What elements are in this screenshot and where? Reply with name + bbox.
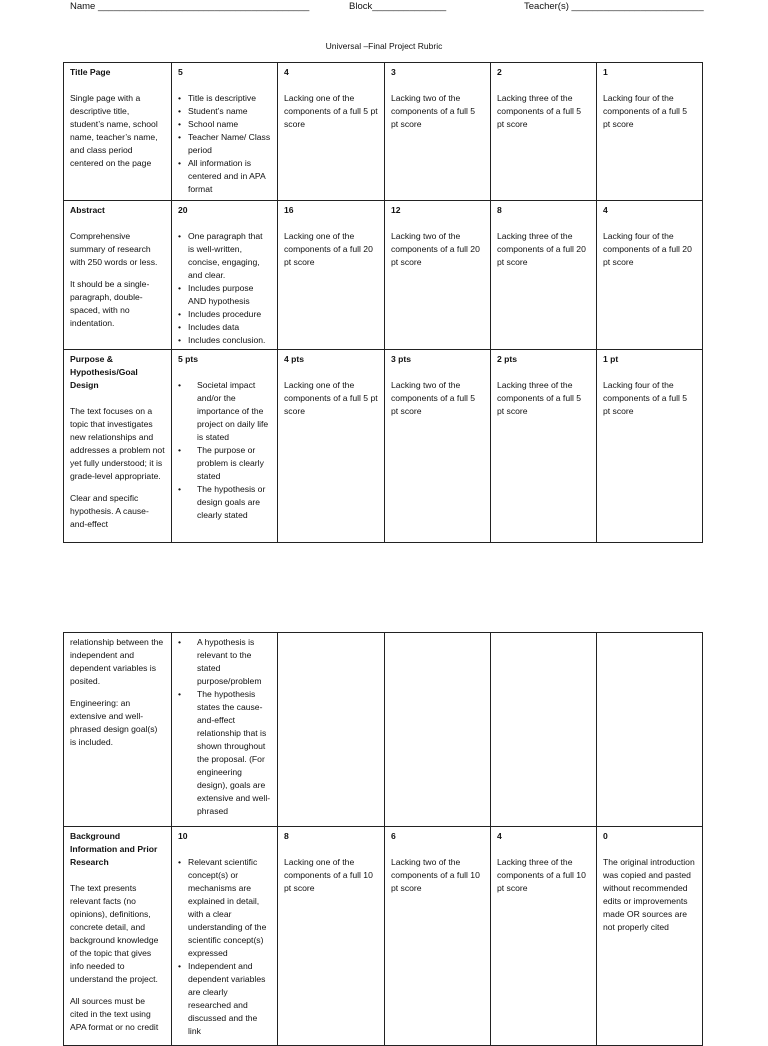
criterion-cell: [64, 827, 172, 1046]
score-value: 3 pts: [391, 354, 412, 364]
score-cell: [597, 201, 703, 350]
score-cell-empty: [597, 633, 703, 827]
criterion-cell: [64, 633, 172, 827]
rubric-row-purpose: [64, 350, 703, 543]
criterion-cell: [64, 63, 172, 201]
score-value: 2 pts: [497, 354, 518, 364]
score-cell: [278, 827, 385, 1046]
criterion-cell: [64, 201, 172, 350]
score-cell-top: [172, 63, 278, 201]
score-cell-empty: [278, 633, 385, 827]
criterion-description: The text presents relevant facts (no opinions), definitions, concrete detail, and background knowledge of the topic that gives info needed to understand the project.: [70, 883, 159, 984]
score-description: Lacking three of the components of a full 5 pt score: [497, 380, 582, 416]
score-description: Lacking two of the components of a full 5 pt score: [391, 93, 476, 129]
score-cell-top: [172, 633, 278, 827]
score-cell: [597, 827, 703, 1046]
score-description: Lacking two of the components of a full 10 pt score: [391, 857, 480, 893]
score-value: 4: [603, 205, 608, 215]
score-criteria-list: [178, 856, 271, 1038]
rubric-table: [63, 62, 703, 543]
score-cell: [491, 827, 597, 1046]
score-value: 12: [391, 205, 401, 215]
criteria-item: • The hypothesis states the cause-and-effect relationship that is shown throughout the proposal. (For engineering design), goals are extensive and well-phrased: [178, 688, 271, 818]
criterion-description: Engineering: an extensive and well-phrased design goal(s) is included.: [70, 698, 158, 747]
score-cell: [278, 350, 385, 543]
criteria-item: • Includes procedure: [178, 308, 271, 321]
score-value: 3: [391, 67, 396, 77]
criterion-description: All sources must be cited in the text using APA format or no credit: [70, 996, 159, 1032]
criteria-item: • Independent and dependent variables are clearly researched and discussed and the link: [178, 960, 271, 1038]
score-cell-top: [172, 201, 278, 350]
score-value: 4 pts: [284, 354, 305, 364]
criteria-item: • School name: [178, 118, 271, 131]
criterion-description: The text focuses on a topic that investigates new relationships and addresses a problem not yet fully understood; it is grade-level appropriate.: [70, 406, 165, 481]
score-value: 10: [178, 831, 188, 841]
criterion-title: Background Information and Prior Research: [70, 831, 158, 867]
criteria-item: • The purpose or problem is clearly stated: [178, 444, 271, 483]
score-description: Lacking three of the components of a full 5 pt score: [497, 93, 582, 129]
score-value: 4: [284, 67, 289, 77]
rubric-row-purpose-continued: [64, 633, 703, 827]
score-cell: [385, 827, 491, 1046]
score-description: Lacking four of the components of a full 5 pt score: [603, 380, 688, 416]
score-description: Lacking one of the components of a full 20 pt score: [284, 231, 373, 267]
score-value: 5: [178, 67, 183, 77]
criteria-item: • Teacher Name/ Class period: [178, 131, 271, 157]
score-cell: [491, 201, 597, 350]
teacher-field-label: Teacher(s) _________________________: [524, 1, 704, 12]
rubric-row-title-page: [64, 63, 703, 201]
score-value: 20: [178, 205, 188, 215]
block-field-label: Block______________: [349, 1, 447, 12]
score-criteria-list: [178, 92, 271, 196]
score-cell: [491, 63, 597, 201]
criteria-item: • A hypothesis is relevant to the stated purpose/problem: [178, 636, 271, 688]
name-field-label: Name ________________________________________: [70, 1, 310, 12]
score-description: Lacking three of the components of a full 20 pt score: [497, 231, 586, 267]
score-description: Lacking four of the components of a full 5 pt score: [603, 93, 688, 129]
score-value: 16: [284, 205, 294, 215]
score-value: 8: [284, 831, 289, 841]
criteria-item: • Relevant scientific concept(s) or mechanisms are explained in detail, with a clear understanding of the scientific concept(s) expressed: [178, 856, 271, 960]
criteria-item: • Student’s name: [178, 105, 271, 118]
criteria-item: • Title is descriptive: [178, 92, 271, 105]
score-description: Lacking two of the components of a full 5 pt score: [391, 380, 476, 416]
score-value: 6: [391, 831, 396, 841]
criterion-title: Title Page: [70, 67, 111, 77]
score-description: Lacking three of the components of a full 10 pt score: [497, 857, 586, 893]
score-description: Lacking four of the components of a full 20 pt score: [603, 231, 692, 267]
score-cell: [278, 201, 385, 350]
document-title: Universal –Final Project Rubric: [325, 41, 443, 51]
score-criteria-list: [178, 636, 271, 818]
score-description: Lacking one of the components of a full 5 pt score: [284, 93, 378, 129]
score-cell-empty: [385, 633, 491, 827]
criteria-item: • All information is centered and in APA format: [178, 157, 271, 196]
score-description: Lacking two of the components of a full 20 pt score: [391, 231, 480, 267]
criterion-description: It should be a single-paragraph, double-spaced, with no indentation.: [70, 279, 150, 328]
criterion-title: Abstract: [70, 205, 105, 215]
criteria-item: • The hypothesis or design goals are clearly stated: [178, 483, 271, 522]
criteria-item: • Includes conclusion.: [178, 334, 271, 347]
score-cell: [385, 350, 491, 543]
score-value: 1 pt: [603, 354, 619, 364]
score-cell-top: [172, 350, 278, 543]
score-value: 4: [497, 831, 502, 841]
score-cell: [597, 350, 703, 543]
criterion-cell: [64, 350, 172, 543]
criteria-item: • One paragraph that is well-written, concise, engaging, and clear.: [178, 230, 271, 282]
criterion-description: relationship between the independent and dependent variables is posited.: [70, 637, 164, 686]
score-criteria-list: [178, 379, 271, 522]
score-cell-top: [172, 827, 278, 1046]
criteria-item: • Includes purpose AND hypothesis: [178, 282, 271, 308]
criterion-description: Clear and specific hypothesis. A cause-and-effect: [70, 493, 149, 529]
criteria-item: • Societal impact and/or the importance of the project on daily life is stated: [178, 379, 271, 444]
score-cell: [385, 201, 491, 350]
score-value: 8: [497, 205, 502, 215]
criterion-description: Single page with a descriptive title, student’s name, school name, teacher’s name, and class period centered on the page: [70, 93, 158, 168]
score-description: The original introduction was copied and pasted without recommended edits or improvements made OR sources are not properly cited: [603, 857, 695, 932]
score-description: Lacking one of the components of a full 5 pt score: [284, 380, 378, 416]
header-line: [0, 0, 768, 16]
rubric-table-continued: [63, 632, 703, 1046]
score-cell: [597, 63, 703, 201]
score-cell: [491, 350, 597, 543]
criterion-title: Purpose & Hypothesis/Goal Design: [70, 354, 138, 390]
score-cell-empty: [491, 633, 597, 827]
score-value: 0: [603, 831, 608, 841]
score-value: 2: [497, 67, 502, 77]
score-cell: [278, 63, 385, 201]
rubric-row-abstract: [64, 201, 703, 350]
score-value: 5 pts: [178, 354, 199, 364]
rubric-row-background: [64, 827, 703, 1046]
score-description: Lacking one of the components of a full 10 pt score: [284, 857, 373, 893]
score-value: 1: [603, 67, 608, 77]
score-cell: [385, 63, 491, 201]
score-criteria-list: [178, 230, 271, 347]
criteria-item: • Includes data: [178, 321, 271, 334]
criterion-description: Comprehensive summary of research with 250 words or less.: [70, 231, 158, 267]
